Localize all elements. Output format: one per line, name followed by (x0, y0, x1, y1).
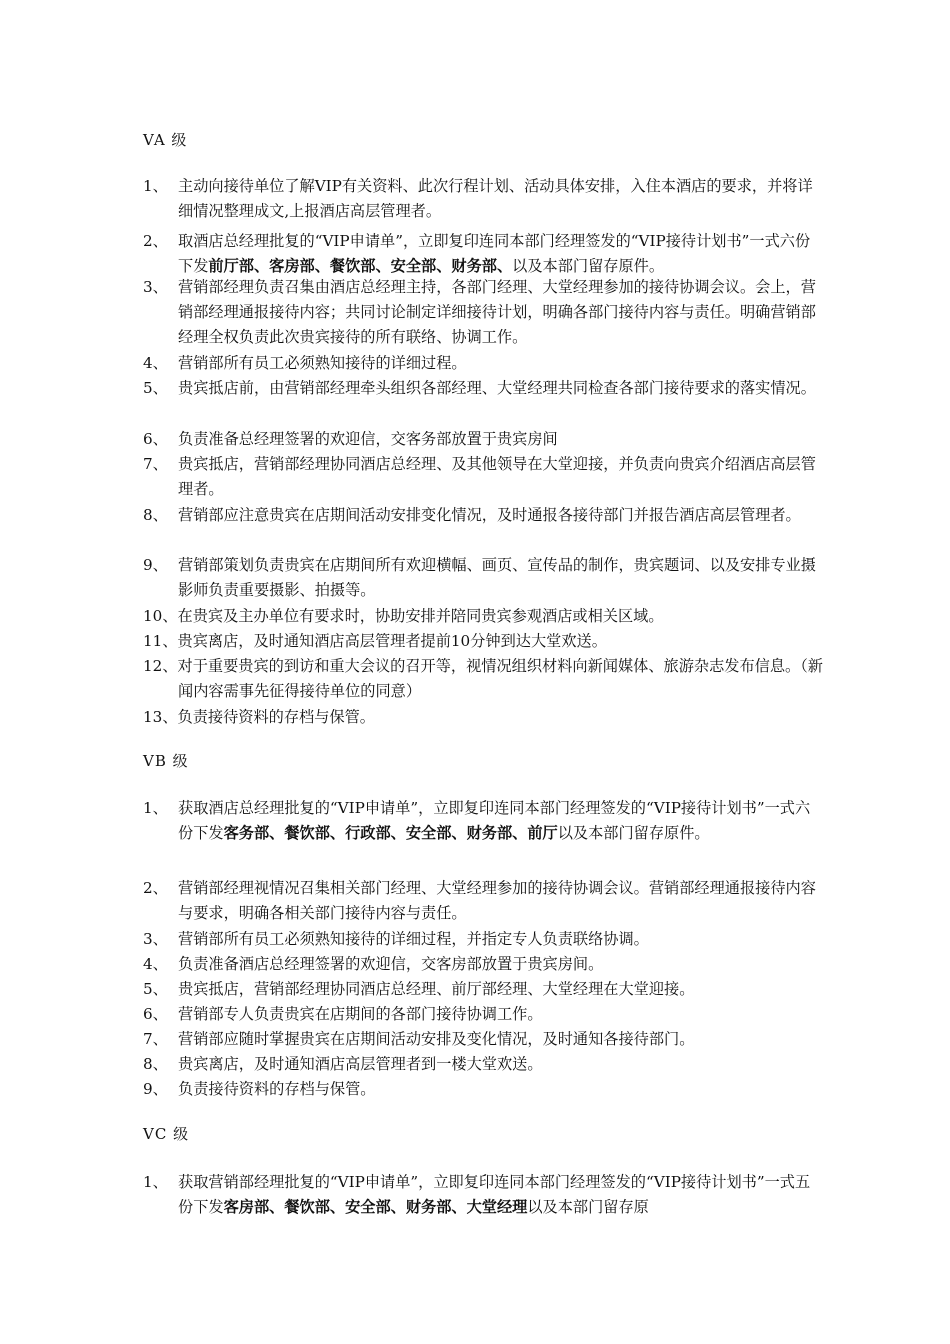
item-text (178, 977, 823, 1002)
item-text-run: 取酒店总经理批复的“VIP申请单”，立即复印连同本部门经理签发的“VIP接待计划书”一式六份下发 (178, 232, 811, 275)
list-item (143, 1077, 823, 1102)
list-item (143, 952, 823, 977)
item-text-run: 营销部应注意贵宾在店期间活动安排变化情况，及时通报各接待部门并报告酒店高层管理者。 (178, 506, 801, 524)
list-item (143, 1052, 823, 1077)
item-text (178, 174, 823, 224)
item-text-bold: 客务部、餐饮部、行政部、安全部、财务部、前厅 (223, 824, 558, 842)
item-text-run: 贵宾离店，及时通知酒店高层管理者提前10分钟到达大堂欢送。 (177, 632, 607, 650)
list-item (143, 629, 823, 654)
item-text (178, 427, 823, 452)
list-item (143, 796, 823, 846)
list-item (143, 654, 823, 704)
item-text (178, 376, 823, 401)
item-text (178, 1002, 823, 1027)
item-text-run: 营销部策划负责贵宾在店期间所有欢迎横幅、画页、宣传品的制作，贵宾题词、以及安排专业摄影师负责重要摄影、拍摄等。 (178, 556, 816, 599)
item-text-run: 对于重要贵宾的到访和重大会议的召开等，视情况组织材料向新闻媒体、旅游杂志发布信息。（新闻内容需事先征得接待单位的同意） (177, 657, 823, 700)
item-number: 6、 (143, 1005, 168, 1023)
item-number: 3、 (143, 278, 168, 296)
item-text (143, 604, 823, 629)
item-text (143, 629, 823, 654)
item-text (178, 796, 823, 846)
section-heading-va: VA 级 (143, 131, 188, 149)
list-item (143, 1170, 823, 1220)
item-text (178, 1027, 823, 1052)
item-text-run: 营销部所有员工必须熟知接待的详细过程。 (178, 354, 467, 372)
list-item (143, 229, 823, 279)
item-text (178, 952, 823, 977)
item-number: 9、 (143, 1080, 168, 1098)
item-number: 6、 (143, 430, 168, 448)
item-text-run: 贵宾抵店前，由营销部经理牵头组织各部经理、大堂经理共同检查各部门接待要求的落实情况。 (178, 379, 816, 397)
item-number: 1、 (143, 177, 168, 195)
item-number: 8、 (143, 1055, 168, 1073)
item-text (178, 229, 823, 279)
list-item (143, 376, 823, 401)
list-item (143, 977, 823, 1002)
item-text (143, 705, 823, 730)
item-text (178, 1052, 823, 1077)
item-text (178, 503, 823, 528)
item-number: 5、 (143, 980, 168, 998)
item-number: 7、 (143, 1030, 168, 1048)
item-text (178, 351, 823, 376)
item-text-bold: 前厅部、客房部、餐饮部、安全部、财务部、 (208, 257, 513, 275)
item-number: 2、 (143, 232, 168, 250)
item-text-bold: 客房部、餐饮部、安全部、财务部、大堂经理 (223, 1198, 528, 1216)
item-text (178, 1170, 823, 1220)
item-number: 4、 (143, 354, 168, 372)
list-item (143, 174, 823, 224)
item-number: 4、 (143, 955, 168, 973)
item-number: 10、 (143, 607, 178, 625)
item-number: 13、 (143, 708, 178, 726)
item-text-run: 营销部应随时掌握贵宾在店期间活动安排及变化情况，及时通知各接待部门。 (178, 1030, 695, 1048)
item-text-run: 营销部经理负责召集由酒店总经理主持，各部门经理、大堂经理参加的接待协调会议。会上，营销部经理通报接待内容；共同讨论制定详细接待计划，明确各部门接待内容与责任。明确营销部经理全权负责此次贵宾接待的所有联络、协调工作。 (178, 278, 816, 346)
item-text-run: 在贵宾及主办单位有要求时，协助安排并陪同贵宾参观酒店或相关区域。 (177, 607, 664, 625)
item-text (143, 654, 823, 704)
item-text-run: 负责准备酒店总经理签署的欢迎信，交客房部放置于贵宾房间。 (178, 955, 604, 973)
item-text (178, 275, 823, 350)
item-text-run: 负责接待资料的存档与保管。 (177, 708, 375, 726)
item-number: 5、 (143, 379, 168, 397)
item-text-run: 以及本部门留存原件。 (557, 824, 710, 842)
section-heading-vb: VB 级 (143, 752, 189, 770)
list-item (143, 351, 823, 376)
item-text (178, 927, 823, 952)
list-item (143, 452, 823, 502)
item-text-run: 贵宾抵店，营销部经理协同酒店总经理、前厅部经理、大堂经理在大堂迎接。 (178, 980, 695, 998)
list-item (143, 1002, 823, 1027)
item-number: 7、 (143, 455, 168, 473)
item-text-run: 获取营销部经理批复的“VIP申请单”，立即复印连同本部门经理签发的“VIP接待计划书”一式五份下发 (178, 1173, 811, 1216)
item-text-run: 贵宾离店，及时通知酒店高层管理者到一楼大堂欢送。 (178, 1055, 543, 1073)
item-text-run: 贵宾抵店，营销部经理协同酒店总经理、及其他领导在大堂迎接，并负责向贵宾介绍酒店高层管理者。 (178, 455, 816, 498)
item-text (178, 452, 823, 502)
list-item (143, 1027, 823, 1052)
list-item (143, 553, 823, 603)
item-text-run: 以及本部门留存原 (527, 1198, 649, 1216)
item-text-run: 获取酒店总经理批复的“VIP申请单”，立即复印连同本部门经理签发的“VIP接待计划书”一式六份下发 (178, 799, 811, 842)
item-text-run: 主动向接待单位了解VIP有关资料、此次行程计划、活动具体安排，入住本酒店的要求，并将详细情况整理成文,上报酒店高层管理者。 (178, 177, 813, 220)
item-text-run: 以及本部门留存原件。 (512, 257, 664, 275)
item-text-run: 营销部所有员工必须熟知接待的详细过程，并指定专人负责联络协调。 (178, 930, 649, 948)
item-number: 9、 (143, 556, 168, 574)
item-text-run: 营销部经理视情况召集相关部门经理、大堂经理参加的接待协调会议。营销部经理通报接待内容与要求，明确各相关部门接待内容与责任。 (178, 879, 816, 922)
list-item (143, 427, 823, 452)
item-number: 8、 (143, 506, 168, 524)
list-item (143, 503, 823, 528)
item-text-run: 营销部专人负责贵宾在店期间的各部门接待协调工作。 (178, 1005, 543, 1023)
item-text (178, 1077, 823, 1102)
list-item (143, 876, 823, 926)
item-number: 11、 (143, 632, 178, 650)
item-text (178, 553, 823, 603)
list-item (143, 275, 823, 350)
item-number: 2、 (143, 879, 168, 897)
item-number: 3、 (143, 930, 168, 948)
list-item (143, 604, 823, 629)
item-number: 1、 (143, 799, 168, 817)
item-text (178, 876, 823, 926)
list-item (143, 927, 823, 952)
section-heading-vc: VC 级 (143, 1125, 190, 1143)
item-number: 1、 (143, 1173, 168, 1191)
item-text-run: 负责接待资料的存档与保管。 (178, 1080, 376, 1098)
item-number: 12、 (143, 657, 178, 675)
list-item (143, 705, 823, 730)
item-text-run: 负责准备总经理签署的欢迎信，交客务部放置于贵宾房间 (178, 430, 558, 448)
